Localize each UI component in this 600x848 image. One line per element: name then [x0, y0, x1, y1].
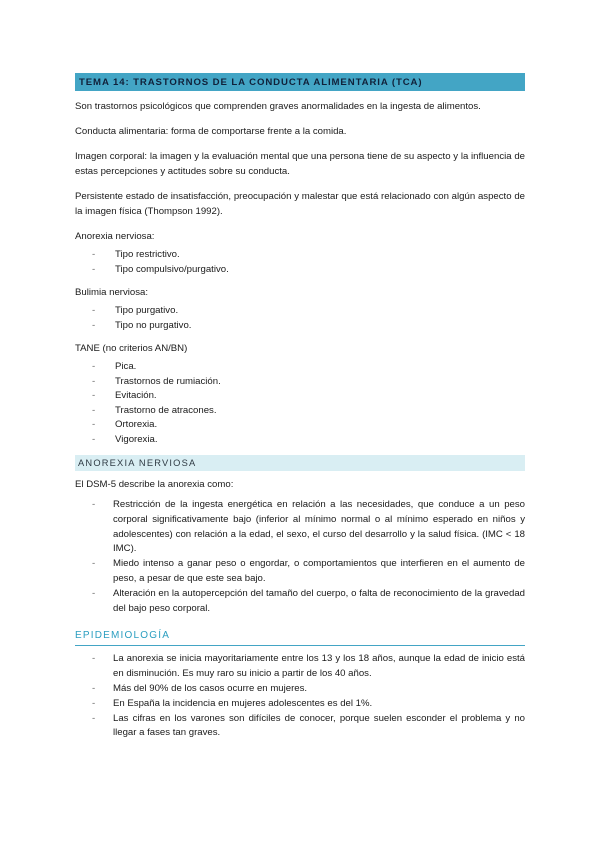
list-item: - Trastorno de atracones.	[75, 404, 525, 419]
bullet-dash: -	[92, 361, 96, 372]
list-item: - Más del 90% de los casos ocurre en mujeres.	[75, 682, 525, 697]
bullet-dash: -	[92, 712, 96, 724]
bulimia-types-list	[75, 304, 525, 333]
bullet-dash: -	[92, 390, 96, 401]
intro-paragraph: Persistente estado de insatisfacción, preocupación y malestar que está relacionado con algún aspecto de la imagen física (Thompson 1992).	[75, 191, 525, 217]
page-title: TEMA 14: TRASTORNOS DE LA CONDUCTA ALIMENTARIA (TCA)	[79, 76, 423, 88]
list-item: - Trastornos de rumiación.	[75, 375, 525, 390]
list-item: - Tipo restrictivo.	[75, 248, 525, 263]
bullet-dash: -	[92, 653, 96, 665]
bullet-dash: -	[92, 305, 96, 316]
intro-paragraph: Imagen corporal: la imagen y la evaluación mental que una persona tiene de su aspecto y la influencia de estas percepciones y actitudes sobre su conducta.	[75, 151, 525, 177]
list-item: - Tipo compulsivo/purgativo.	[75, 263, 525, 278]
title-banner	[75, 73, 525, 91]
list-item: - Alteración en la autopercepción del tamaño del cuerpo, o falta de reconocimiento de la gravedad del bajo peso corporal.	[92, 587, 525, 614]
list-item: - Vigorexia.	[75, 433, 525, 448]
intro-paragraph: Son trastornos psicológicos que comprenden graves anormalidades en la ingesta de alimentos.	[75, 101, 481, 112]
list-item: - Ortorexia.	[75, 418, 525, 433]
list-item: - En España la incidencia en mujeres adolescentes es del 1%.	[75, 697, 525, 712]
intro-paragraph: Conducta alimentaria: forma de comportarse frente a la comida.	[75, 126, 347, 137]
list-item: - Las cifras en los varones son difíciles de conocer, porque suelen esconder el problema y no llegar a fases tan graves.	[92, 712, 525, 739]
bullet-dash: -	[92, 319, 96, 331]
group-heading-bulimia: Bulimia nerviosa:	[75, 287, 149, 298]
list-item: - Miedo intenso a ganar peso o engordar, o comportamientos que interfieren en el aumento de peso, a pesar de que este sea bajo.	[92, 558, 525, 584]
bullet-dash: -	[92, 697, 96, 709]
dsm5-criteria-list	[75, 498, 525, 616]
anorexia-types-list	[75, 248, 525, 277]
list-item: - Evitación.	[75, 389, 525, 404]
bullet-dash: -	[92, 499, 96, 510]
bullet-dash: -	[92, 682, 96, 694]
tane-list	[75, 360, 525, 447]
group-heading-tane: TANE (no criterios AN/BN)	[75, 343, 188, 354]
list-item: - Pica.	[75, 360, 525, 375]
list-item: - Tipo purgativo.	[75, 304, 525, 319]
section-intro: El DSM-5 describe la anorexia como:	[75, 479, 234, 490]
bullet-dash: -	[92, 587, 96, 599]
section-title: ANOREXIA NERVIOSA	[78, 458, 197, 468]
list-item: - La anorexia se inicia mayoritariamente entre los 13 y los 18 años, aunque la edad de inicio está en disminución. Es muy raro su inicio a partir de los 40 años.	[92, 653, 525, 680]
bullet-dash: -	[92, 263, 96, 275]
bullet-dash: -	[92, 404, 96, 416]
bullet-dash: -	[92, 249, 96, 260]
list-item: - Tipo no purgativo.	[75, 319, 525, 334]
section-banner-anorexia	[75, 455, 525, 471]
bullet-dash: -	[92, 433, 96, 445]
list-item: - Restricción de la ingesta energética en relación a las necesidades, que conduce a un peso corporal significativamente bajo (inferior al mínimo normal o al mínimo esperado en niños y adolescentes) con relación a la edad, el sexo, el curso del desarrollo y la salud física. (IMC < 18 IMC).	[92, 499, 525, 555]
bullet-dash: -	[92, 419, 96, 430]
bullet-dash: -	[92, 558, 96, 570]
bullet-dash: -	[92, 375, 96, 387]
group-heading-anorexia: Anorexia nerviosa:	[75, 231, 155, 242]
epidemiology-list	[75, 652, 525, 741]
section-title-epidemiology: EPIDEMIOLOGÍA	[75, 630, 525, 646]
